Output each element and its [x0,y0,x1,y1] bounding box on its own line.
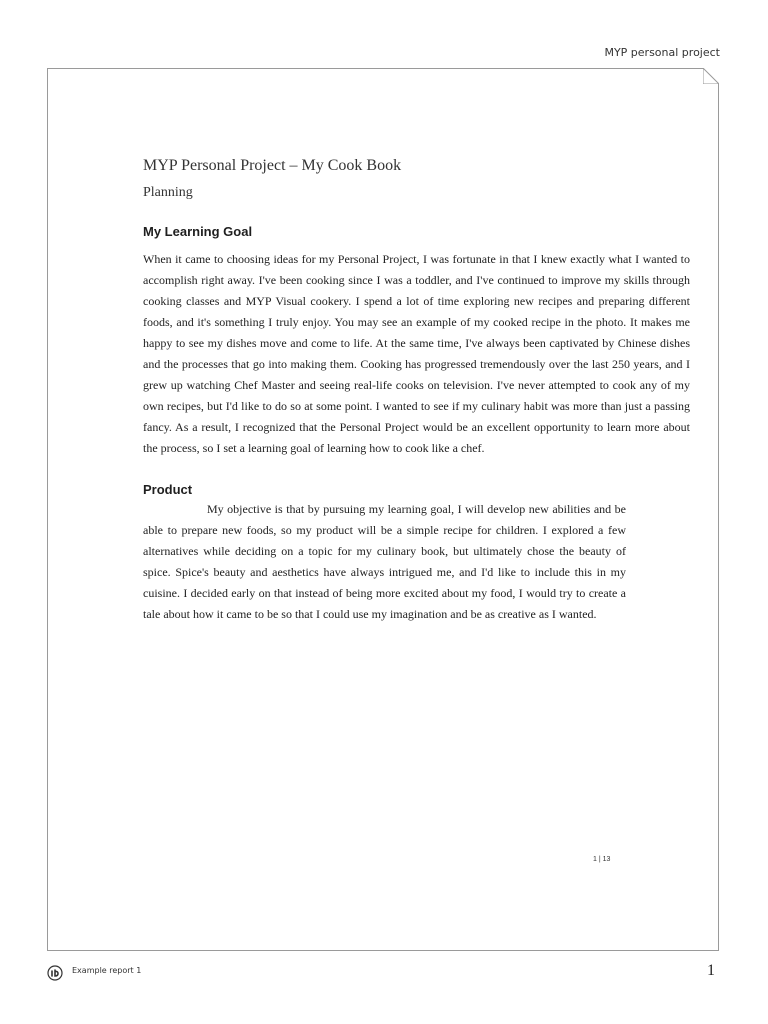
document-page [47,68,719,951]
learning-goal-heading: My Learning Goal [143,224,253,239]
learning-goal-paragraph: When it came to choosing ideas for my Personal Project, I was fortunate in that I knew exactly what I wanted to accomplish right away. I've been cooking since I was a toddler, and I've continued to improve my skills through cooking classes and MYP Visual cookery. I spend a lot of time exploring new recipes and preparing different foods, and it's something I truly enjoy. You may see an example of my cooked recipe in the photo. It makes me happy to see my dishes move and come to life. At the same time, I've always been captivated by Chinese dishes and the processes that go into making them. Cooking has progressed tremendously over the last 250 years, and I grew up watching Chef Master and seeing real-life cooks on television. I've never attempted to cook any of my own recipes, but I'd like to do so at some point. I wanted to see if my culinary habit was more than just a passing fancy. As a result, I recognized that the Personal Project would be an excellent opportunity to learn more about the process, so I set a learning goal of learning how to cook like a chef. [143,252,690,455]
page-count: 1 | 13 [593,856,611,863]
page-curl-icon [703,68,719,84]
ib-logo-icon [47,965,63,981]
footer-label: Example report 1 [72,966,142,975]
product-paragraph: My objective is that by pursuing my learning goal, I will develop new abilities and be able to prepare new foods, so my product will be a simple recipe for children. I explored a few alternatives while deciding on a topic for my culinary book, but ultimately chose the beauty of spice. Spice's beauty and aesthetics have always intrigued me, and I'd like to include this in my cuisine. I decided early on that instead of being more excited about my food, I would try to create a tale about how it came to be so that I could use my imagination and be as creative as I wanted. [143,502,626,621]
page-body [143,155,690,625]
document-subtitle: Planning [143,185,193,200]
running-header: MYP personal project [604,46,720,59]
document-title: MYP Personal Project – My Cook Book [143,157,402,174]
footer-page-number: 1 [707,962,715,979]
product-heading: Product [143,482,193,497]
